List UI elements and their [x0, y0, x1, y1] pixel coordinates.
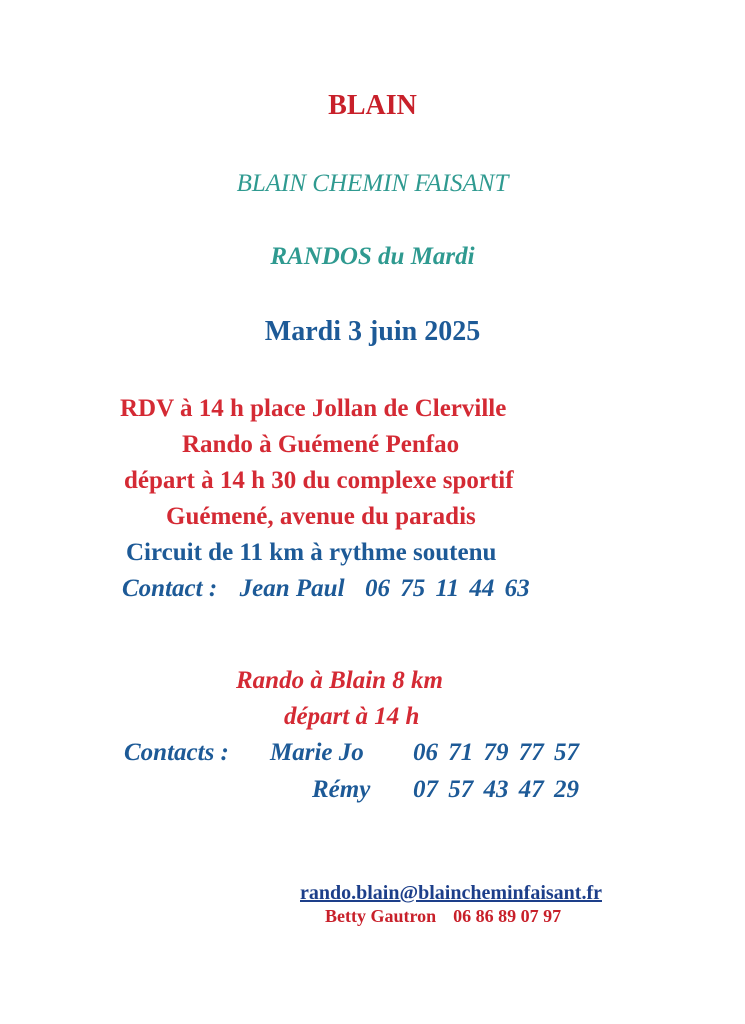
contact-label: Contact :: [122, 575, 218, 602]
rando1-contact: [122, 575, 530, 603]
signature: [325, 906, 561, 927]
contact-email-link[interactable]: rando.blain@blaincheminfaisant.fr: [300, 882, 602, 904]
signature-name: Betty Gautron: [325, 906, 437, 926]
rando1-address: Guémené, avenue du paradis: [166, 503, 476, 530]
rando2-departure: départ à 14 h: [284, 703, 420, 730]
event-date: Mardi 3 juin 2025: [264, 316, 481, 347]
contact-name-remy: Rémy: [312, 776, 371, 803]
rando1-circuit: Circuit de 11 km à rythme soutenu: [126, 539, 497, 566]
club-name: BLAIN CHEMIN FAISANT: [236, 170, 509, 197]
contact-phone: 06 75 11 44 63: [365, 575, 530, 602]
contact-name-marie-jo: Marie Jo: [270, 739, 364, 766]
town-title: BLAIN: [328, 90, 417, 121]
rando1-location: Rando à Guémené Penfao: [182, 431, 460, 458]
rando2-contacts-label: Contacts :: [124, 739, 229, 766]
signature-phone: 06 86 89 07 97: [453, 906, 562, 926]
randos-bold: RANDOS: [270, 243, 372, 270]
rando1-departure: départ à 14 h 30 du complexe sportif: [124, 467, 514, 494]
contact-phone-marie-jo: 06 71 79 77 57: [413, 739, 579, 766]
contact-name: Jean Paul: [239, 575, 345, 602]
randos-rest: du Mardi: [378, 243, 475, 270]
rando2-title: Rando à Blain 8 km: [236, 667, 443, 694]
rdv-line: RDV à 14 h place Jollan de Clerville: [120, 395, 507, 422]
contact-phone-remy: 07 57 43 47 29: [413, 776, 579, 803]
randos-heading: [0, 243, 745, 271]
